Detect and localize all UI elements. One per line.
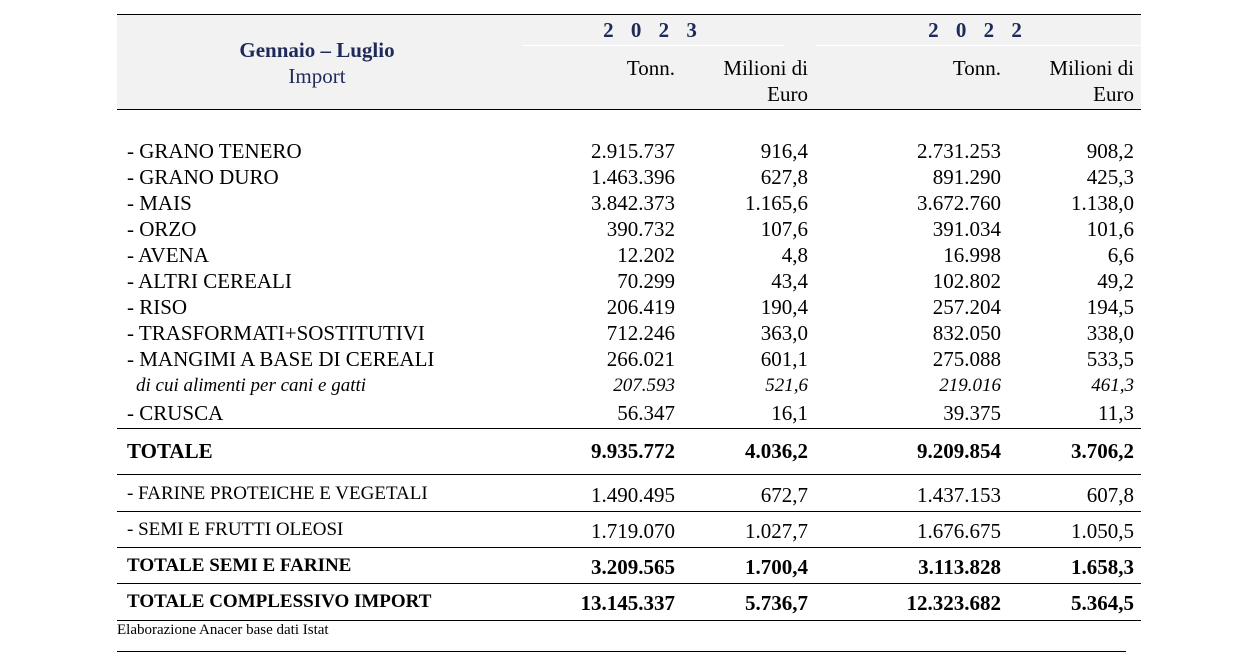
col-eur-2022: Milioni di Euro <box>1049 56 1134 106</box>
table-header <box>117 14 1141 110</box>
footer-rule <box>117 651 1126 652</box>
divider <box>117 511 1141 512</box>
period-title: Gennaio – Luglio <box>239 38 395 62</box>
divider <box>117 547 1141 548</box>
col-tonn-2022: Tonn. <box>952 56 1001 80</box>
import-table: Gennaio – Luglio Import 2 0 2 3 2 0 2 2 Tonn. Milioni di Euro Tonn. Milioni di Euro - GRANO TENERO 2.915.737 916,4 2.731.253 908,2 - GRANO DURO 1.463.396 627,8 891.290 425,3 - MAIS 3.842.373 1.165,6 3.672.760 1.138,0 - ORZO 390.732 107,6 391.034 101,6 - AVENA 12.202 4,8 16.998 6,6 - ALTRI CEREALI 70.299 43,4 102.802 49,2 - RISO 206.419 190,4 257.204 194,5 - TRASFORMATI+SOSTITUTIVI 712.246 363,0 832.050 338,0 - MANGIMI A BASE DI CEREALI 266.021 601,1 275.088 533,5 di cui alimenti per cani e gatti 207.593 521,6 219.016 461,3 - CRUSCA 56.347 16,1 39.375 11,3 TOTALE 9.935.772 4.036,2 9.209.854 3.706,2 - FARINE PROTEICHE E VEGETALI 1.490.495 672,7 1.437.153 607,8 - SEMI E FRUTTI OLEOSI 1.719.070 1.027,7 1.676.675 1.050,5 TOTALE SEMI E FARINE 3.209.565 1.700,4 3.113.828 1.658,3 TOTALE COMPLESSIVO IMPORT 13.145.337 5.736,7 12.323.682 5.364,5 <box>117 14 1141 110</box>
divider <box>117 583 1141 584</box>
period-header <box>117 37 517 89</box>
source-note: Elaborazione Anacer base dati Istat <box>117 622 329 638</box>
divider <box>117 428 1141 429</box>
col-eur-2023: Milioni di Euro <box>723 56 808 106</box>
divider <box>117 620 1141 621</box>
divider <box>117 474 1141 475</box>
year-2022: 2 0 2 2 <box>815 15 1141 46</box>
period-subtitle: Import <box>288 64 346 88</box>
year-2023: 2 0 2 3 <box>522 15 784 46</box>
col-tonn-2023: Tonn. <box>626 56 675 80</box>
